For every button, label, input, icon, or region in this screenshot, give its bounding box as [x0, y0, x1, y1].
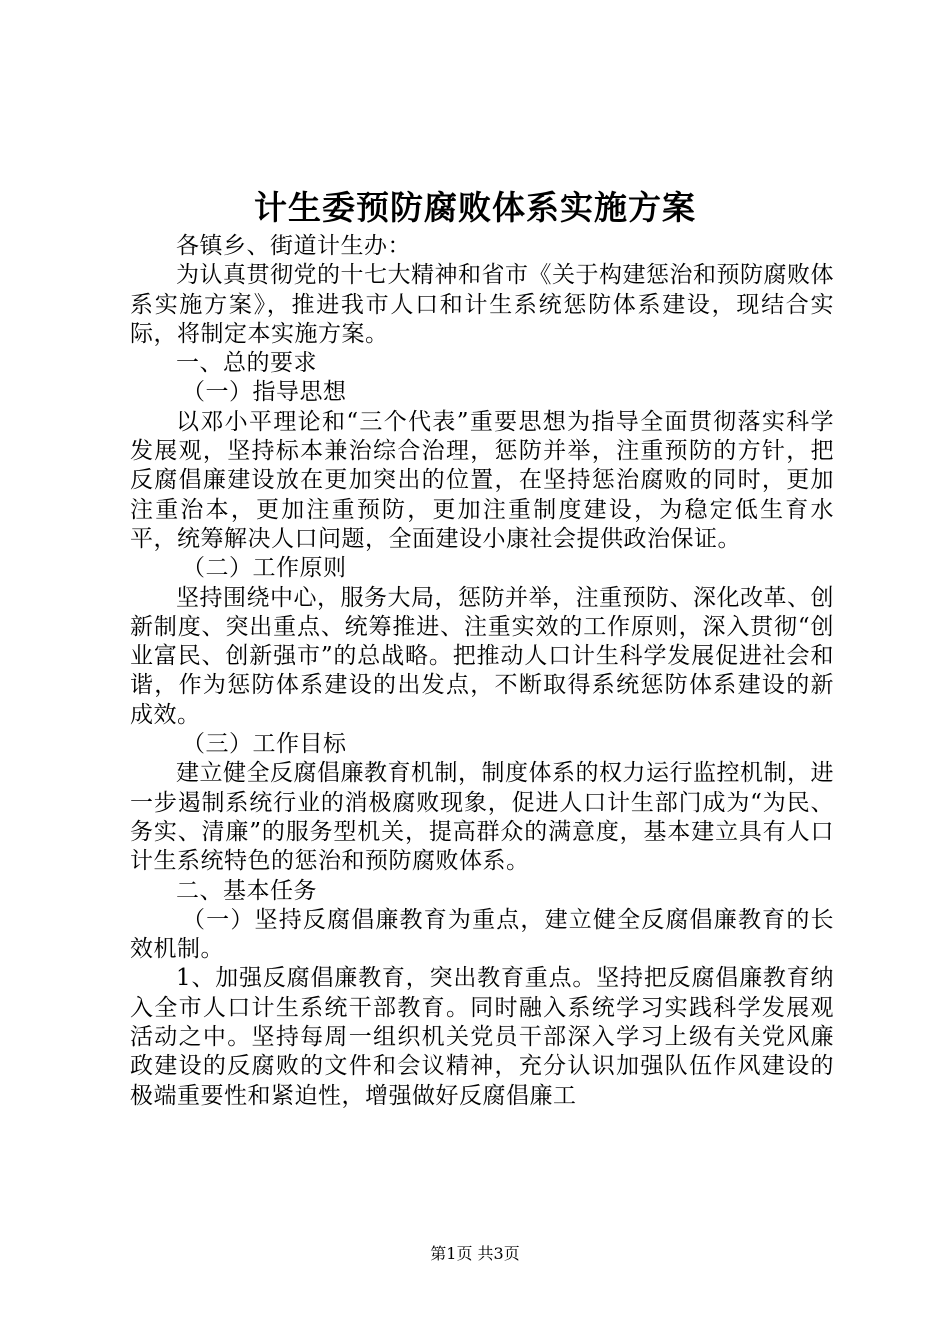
- section-heading: 一、总的要求: [176, 350, 317, 377]
- subsection-heading: （二）工作原则: [182, 555, 347, 582]
- salutation: 各镇乡、街道计生办：: [176, 233, 411, 259]
- subsection-heading: （一）指导思想: [182, 379, 347, 406]
- intro-paragraph: 为认真贯彻党的十七大精神和省市《关于构建惩治和预防腐败体系实施方案》，推进我市人口和计生系统惩防体系建设，现结合实际，将制定本实施方案。: [130, 262, 834, 347]
- body-paragraph: 以邓小平理论和“三个代表”重要思想为指导全面贯彻落实科学发展观，坚持标本兼治综合治理，惩防并举，注重预防的方针，把反腐倡廉建设放在更加突出的位置，在坚持惩治腐败的同时，更加注重治本，更加注重预防，更加注重制度建设，为稳定低生育水平，统筹解决人口问题，全面建设小康社会提供政治保证。: [130, 408, 834, 552]
- document-title: 计生委预防腐败体系实施方案: [254, 188, 696, 227]
- subsection-heading: （三）工作目标: [182, 731, 347, 758]
- section-heading: 二、基本任务: [176, 877, 317, 904]
- subsection-heading: （一）坚持反腐倡廉教育为重点，建立健全反腐倡廉教育的长效机制。: [130, 906, 834, 963]
- document-body: [130, 232, 834, 1111]
- body-paragraph: 1、加强反腐倡廉教育，突出教育重点。坚持把反腐倡廉教育纳入全市人口计生系统干部教育。同时融入系统学习实践科学发展观活动之中。坚持每周一组织机关党员干部深入学习上级有关党风廉政建设的反腐败的文件和会议精神，充分认识加强队伍作风建设的极端重要性和紧迫性，增强做好反腐倡廉工: [130, 965, 834, 1109]
- page-footer: 第1页 共3页: [430, 1244, 520, 1263]
- body-paragraph: 建立健全反腐倡廉教育机制，制度体系的权力运行监控机制，进一步遏制系统行业的消极腐败现象，促进人口计生部门成为“为民、务实、清廉”的服务型机关，提高群众的满意度，基本建立具有人口计生系统特色的惩治和预防腐败体系。: [130, 760, 834, 875]
- body-paragraph: 坚持围绕中心，服务大局，惩防并举，注重预防、深化改革、创新制度、突出重点、统筹推进、注重实效的工作原则，深入贯彻“创业富民、创新强市”的总战略。把推动人口计生科学发展促进社会和谐，作为惩防体系建设的出发点，不断取得系统惩防体系建设的新成效。: [130, 584, 834, 728]
